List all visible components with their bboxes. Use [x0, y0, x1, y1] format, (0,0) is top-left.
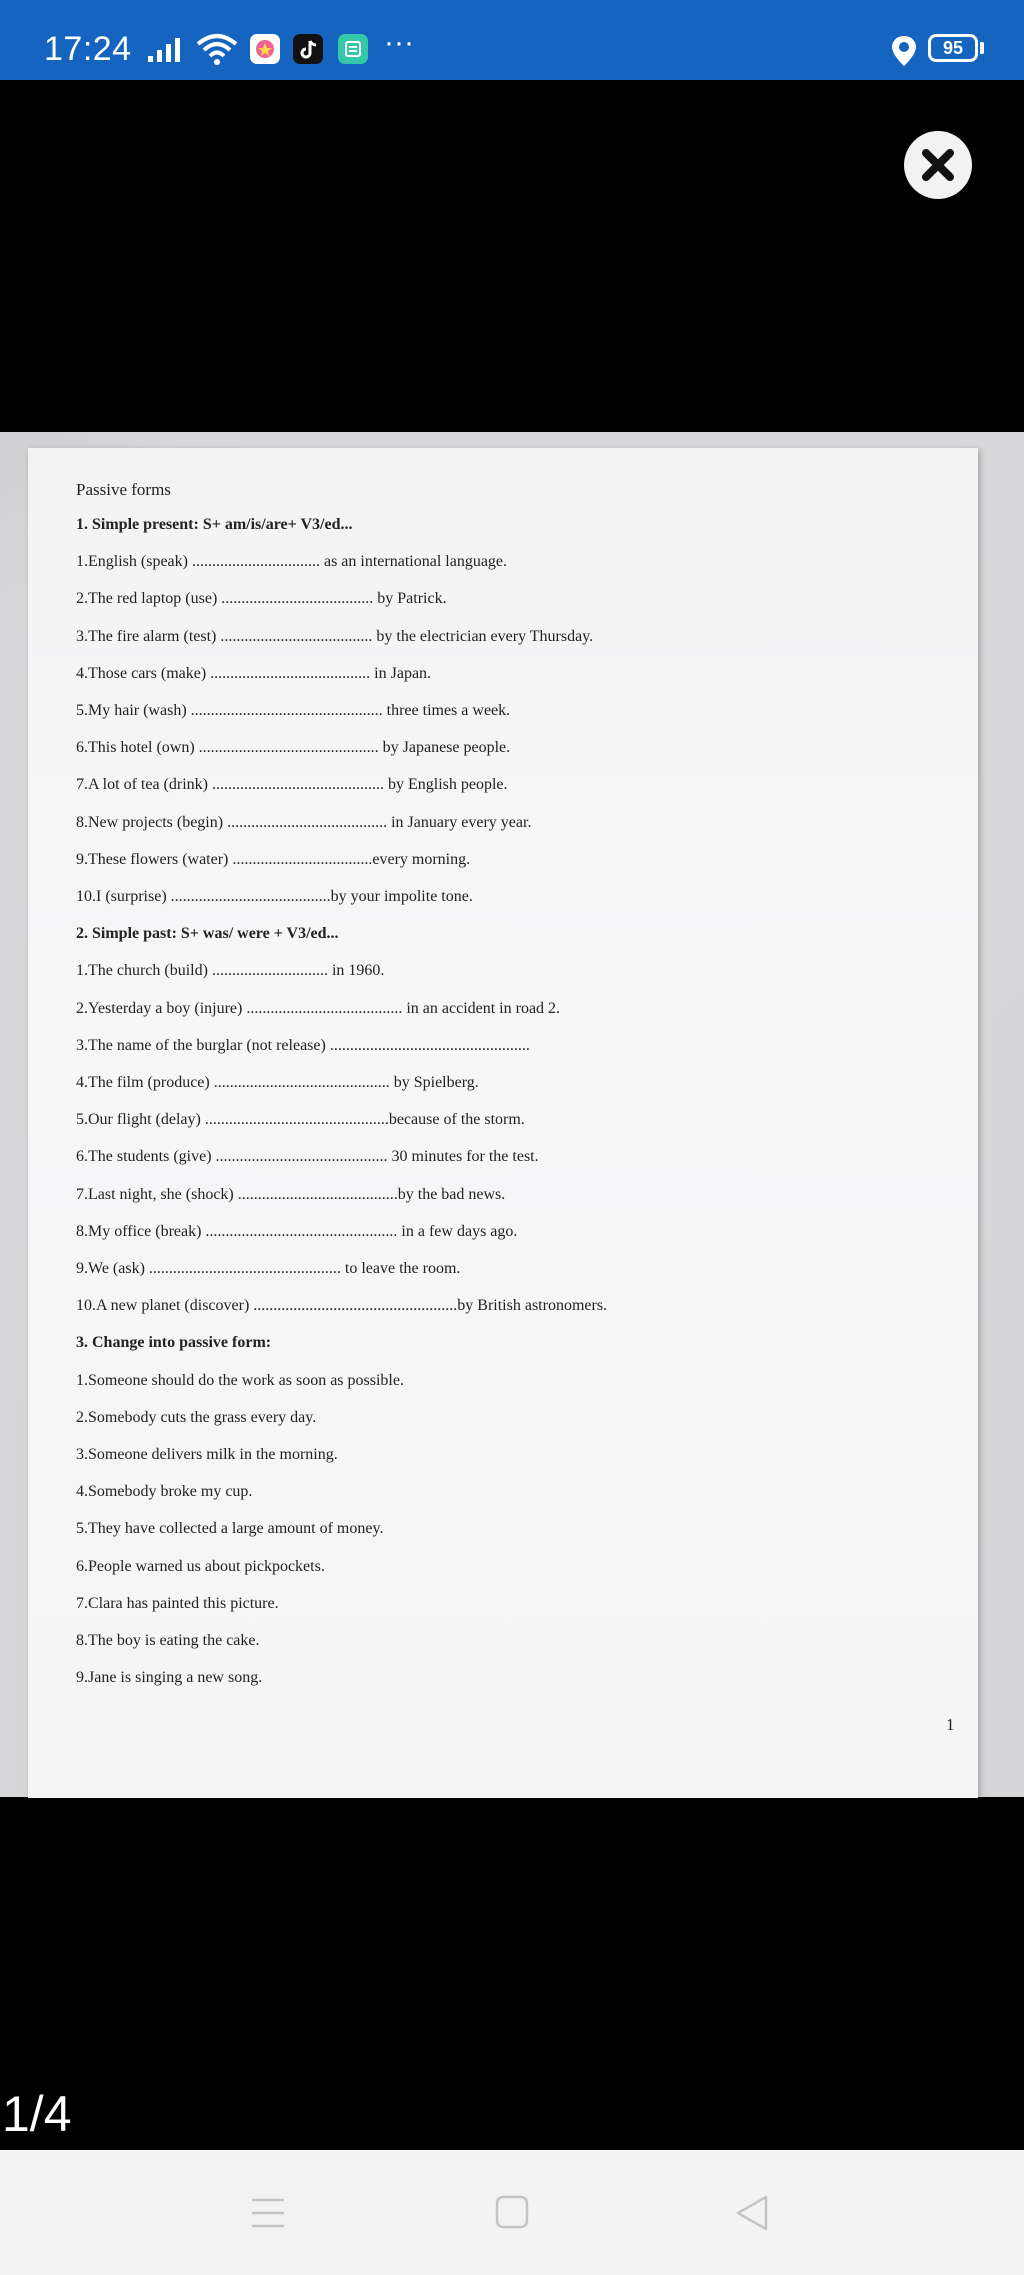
exercise-line: 3.The fire alarm (test) ...................................... by the electrician every Thursday.: [76, 628, 594, 645]
exercise-line: 9.Jane is singing a new song.: [76, 1669, 263, 1686]
exercise-line: 4.The film (produce) ............................................ by Spielberg.: [76, 1074, 479, 1091]
exercise-line: 1.The church (build) ............................. in 1960.: [76, 962, 385, 979]
exercise-line: 5.Our flight (delay) ..............................................because of the storm.: [76, 1111, 525, 1128]
exercise-line: 6.The students (give) ........................................... 30 minutes for the test.: [76, 1148, 539, 1165]
exercise-line: 7.A lot of tea (drink) ........................................... by English people.: [76, 776, 508, 793]
signal-icon: [148, 36, 186, 64]
exercise-line: 9.We (ask) ................................................ to leave the room.: [76, 1260, 461, 1277]
exercise-line: 7.Last night, she (shock) ........................................by the bad news.: [76, 1186, 506, 1203]
section-heading: 2. Simple past: S+ was/ were + V3/ed...: [76, 925, 339, 942]
tiktok-icon: [293, 34, 323, 64]
exercise-line: 5.They have collected a large amount of money.: [76, 1520, 384, 1537]
app-notification-icon: [250, 34, 280, 64]
back-nav-icon[interactable]: [734, 2194, 770, 2232]
battery-indicator: 95: [928, 34, 978, 62]
exercise-line: 3.Someone delivers milk in the morning.: [76, 1446, 338, 1463]
exercise-line: 9.These flowers (water) ...................................every morning.: [76, 851, 471, 868]
document-title: Passive forms: [76, 480, 171, 499]
exercise-line: 2.Yesterday a boy (injure) ....................................... in an accident in road 2.: [76, 1000, 561, 1017]
wifi-icon: [196, 32, 238, 66]
home-nav-icon[interactable]: [495, 2195, 529, 2229]
page-counter: 1/4: [2, 2086, 72, 2142]
battery-cap: [980, 42, 984, 54]
document-page-number: 1: [946, 1715, 955, 1734]
exercise-line: 7.Clara has painted this picture.: [76, 1595, 279, 1612]
exercise-line: 3.The name of the burglar (not release) ..................................................: [76, 1037, 530, 1054]
location-icon: [890, 34, 918, 68]
close-icon: [904, 131, 972, 199]
exercise-line: 4.Somebody broke my cup.: [76, 1483, 253, 1500]
exercise-line: 8.My office (break) ................................................ in a few days ago.: [76, 1223, 518, 1240]
exercise-line: 6.This hotel (own) ............................................. by Japanese people.: [76, 739, 511, 756]
exercise-line: 1.Someone should do the work as soon as possible.: [76, 1372, 404, 1389]
exercise-line: 5.My hair (wash) ................................................ three times a week.: [76, 702, 511, 719]
section-heading: 3. Change into passive form:: [76, 1334, 272, 1351]
more-notifications-icon: ···: [384, 26, 414, 59]
exercise-line: 10.I (surprise) ........................................by your impolite tone.: [76, 888, 473, 905]
status-bar: [0, 0, 1024, 80]
section-heading: 1. Simple present: S+ am/is/are+ V3/ed...: [76, 516, 353, 533]
exercise-line: 8.New projects (begin) ........................................ in January every year.: [76, 814, 532, 831]
exercise-line: 1.English (speak) ................................ as an international language.: [76, 553, 508, 570]
exercise-line: 2.Somebody cuts the grass every day.: [76, 1409, 317, 1426]
exercise-line: 4.Those cars (make) ........................................ in Japan.: [76, 665, 432, 682]
status-time: 17:24: [44, 30, 132, 68]
close-button[interactable]: [904, 131, 972, 199]
menu-nav-icon[interactable]: [250, 2196, 286, 2230]
exercise-line: 8.The boy is eating the cake.: [76, 1632, 260, 1649]
message-app-icon: [338, 34, 368, 64]
exercise-line: 10.A new planet (discover) ...................................................by British astronomers.: [76, 1297, 608, 1314]
exercise-line: 2.The red laptop (use) ...................................... by Patrick.: [76, 590, 447, 607]
exercise-line: 6.People warned us about pickpockets.: [76, 1558, 325, 1575]
